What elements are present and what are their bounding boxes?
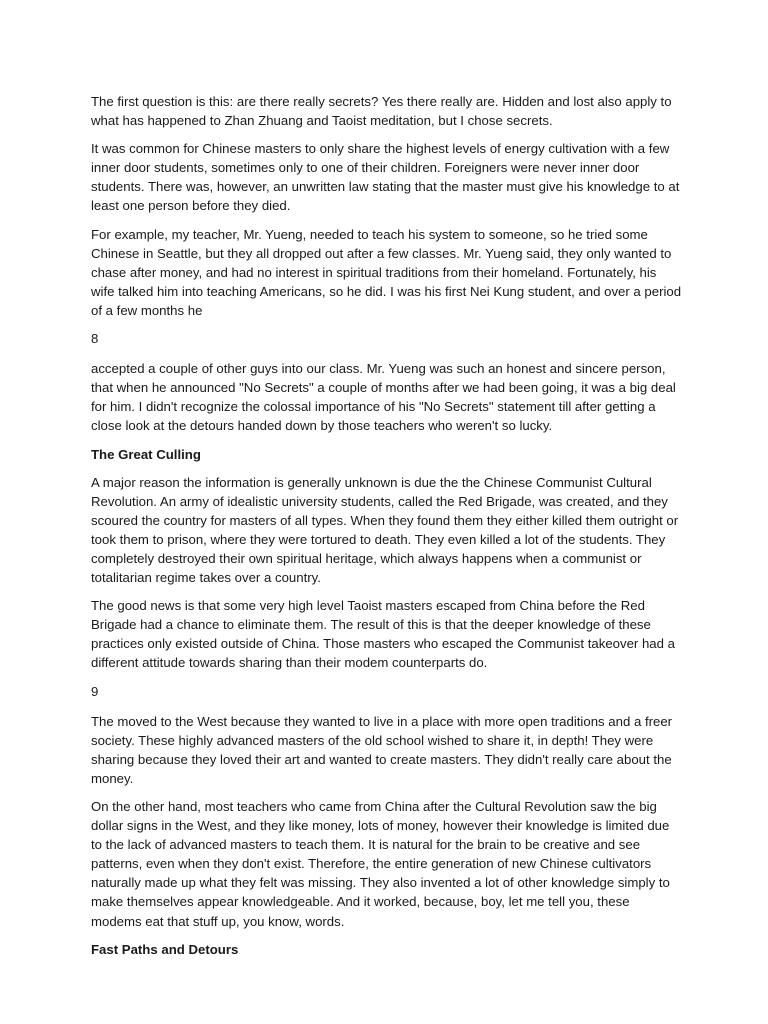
heading-great-culling: The Great Culling [91,446,201,462]
heading-fast-paths: Fast Paths and Detours [91,941,239,957]
page-number-8: 8 [91,331,99,347]
paragraph-no-secrets: accepted a couple of other guys into our class. Mr. Yueng was such an honest and sincere person, that when he announced "No Secrets" a couple of months after we had been going, it was a big deal for him. I didn't recognize the colossal importance of his "No Secrets" statement till after getting a close look at the detours handed down by those teachers who weren't so lucky. [91,361,676,434]
page-number-9: 9 [91,683,99,699]
paragraph-secrets-question: The first question is this: are there really secrets? Yes there really are. Hidden and lost also apply to what has happened to Zhan Zhuang and Taoist meditation, but I chose secrets. [91,94,672,129]
paragraph-inner-door-students: It was common for Chinese masters to only share the highest levels of energy cultivation with a few inner door students, sometimes only to one of their children. Foreigners were never inner door students. There was, however, an unwritten law stating that the master must give his knowledge to at least one person before they died. [91,141,680,214]
paragraph-masters-escaped: The good news is that some very high level Taoist masters escaped from China before the Red Brigade had a chance to eliminate them. The result of this is that the deeper knowledge of these practices only existed outside of China. Those masters who escaped the Communist takeover had a different attitude towards sharing than their modem counterparts do. [91,598,675,671]
paragraph-moved-west: The moved to the West because they wanted to live in a place with more open traditions and a freer society. These highly advanced masters of the old school wished to share it, in depth! They were sharing because they loved their art and wanted to create masters. They didn't really care about the money. [91,713,673,786]
paragraph-cultural-revolution: A major reason the information is generally unknown is due the the Chinese Communist Cultural Revolution. An army of idealistic university students, called the Red Brigade, was created, and they scoured the country for masters of all types. When they found them they either killed them outright or took them to prison, where they were tortured to death. They even killed a lot of the students. They completely destroyed their own spiritual heritage, which always happens when a communist or totalitarian regime takes over a country. [91,474,679,586]
paragraph-teacher-yueng: For example, my teacher, Mr. Yueng, needed to teach his system to someone, so he tried some Chinese in Seattle, but they all dropped out after a few classes. Mr. Yueng said, they only wanted to chase after money, and had no interest in spiritual traditions from their homeland. Fortunately, his wife talked him into teaching Americans, so he did. I was his first Nei Kung student, and over a period of a few months he [91,226,682,318]
paragraph-other-hand: On the other hand, most teachers who came from China after the Cultural Revolution saw the big dollar signs in the West, and they like money, lots of money, however their knowledge is limited due to the lack of advanced masters to teach them. It is natural for the brain to be creative and see patterns, even when they don't exist. Therefore, the entire generation of new Chinese cultivators naturally made up what they felt was missing. They also invented a lot of other knowledge simply to make themselves appear knowledgeable. And it worked, because, boy, let me tell you, these modems eat that stuff up, you know, words. [91,799,670,929]
document-page [91,92,683,968]
